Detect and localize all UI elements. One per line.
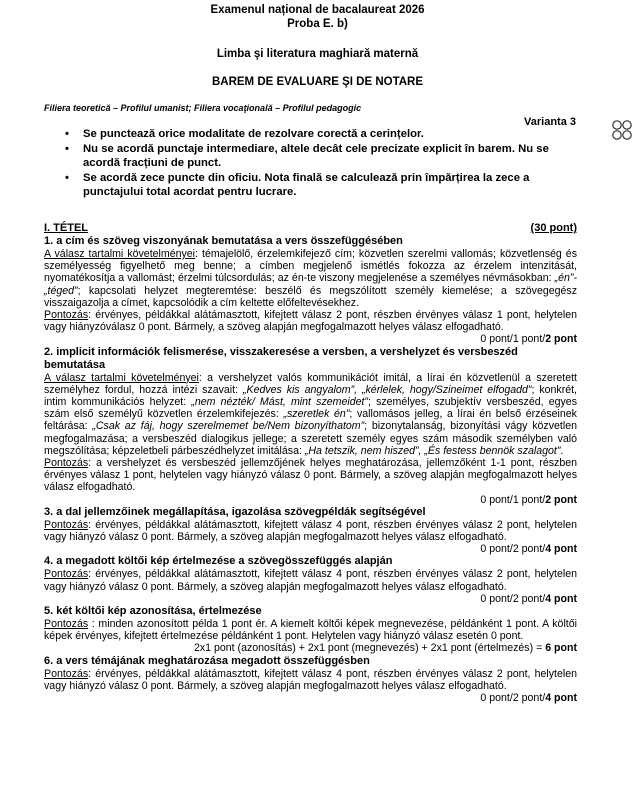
task-5-score: 2x1 pont (azonosítás) + 2x1 pont (megnevezés) + 2x1 pont (értelmezés) = 6 pont: [193, 642, 577, 655]
task-1-title: 1. a cím és szöveg viszonyának bemutatása a vers összefüggésében: [44, 235, 403, 247]
subject-title: Limba şi literatura maghiară maternă: [216, 48, 419, 60]
task-4-score: 0 pont/2 pont/4 pont: [480, 592, 577, 605]
bullet-icon: •: [65, 172, 69, 184]
task-1-scoring: Pontozás: érvényes, példákkal alátámasztott, kifejtett válasz 2 pont, részben érvényes válasz 1 pont, helytelen vagy hiányzóválasz 0 pont. Bármely, a szöveg alapján megfogalmazott helyes válasz elfogadható.: [44, 309, 577, 334]
main-content: [44, 221, 577, 704]
task-2-scoring: Pontozás: a vershelyzet és versbeszéd jellemzőjének helyes meghatározása, jellemzőként 1-1 pont, részben érvényes válasz 1 pont, helytelen vagy hiányzó válasz 0 pont. Bármely, a szöveg alapján megfogalmazott helyes válasz elfogadható.: [44, 457, 577, 494]
task-2-score: 0 pont/1 pont/2 pont: [480, 493, 577, 506]
section-heading: [44, 221, 577, 235]
task-6-score: 0 pont/2 pont/4 pont: [480, 692, 577, 705]
filiera-line: Filiera teoretică – Profilul umanist; Filiera vocaţională – Profilul pedagogic: [44, 103, 362, 113]
exam-title: Examenul național de bacalaureat 2026: [210, 4, 425, 16]
rule-item: • Se acordă zece puncte din oficiu. Nota finală se calculează prin împărțirea la zece a punctajului total acordat pentru lucrare.: [65, 172, 530, 198]
rule-item: • Se punctează orice modalitate de rezolvare corectă a cerințelor.: [65, 128, 424, 140]
task-5-title: 5. két költői kép azonosítása, értelmezése: [44, 605, 262, 618]
bullet-icon: •: [65, 143, 69, 155]
rule-item: • Nu se acordă punctaje intermediare, altele decât cele precizate explicit în barem. Nu se acordă fracțiuni de punct.: [65, 143, 549, 169]
task-1-score: 0 pont/1 pont/2 pont: [480, 333, 577, 346]
section-points: (30 pont): [530, 222, 577, 234]
flower-icon[interactable]: [610, 118, 634, 142]
task-1-requirements: A válasz tartalmi követelményei: témajelölő, érzelemkifejező cím; közvetlen szerelmi vallomás; közvetlenség és személyesség figyelhető meg benne; a címben megjelenő ismétlés fokozza az érzelem intenzitását, nyomatékosítja a vallomást; érzelmi túlcsordulás; az én-te viszony megjelenése a személyes névmásokban: „én”-„téged”; kapcsolati helyzet megteremtése: beszélő és megszólított személy kiemelése; a szövegegész visszaigazolja a címet, kapcsolódik a cím keltette előfeltevésekhez.: [44, 248, 577, 309]
task-3-score: 0 pont/2 pont/4 pont: [480, 543, 577, 556]
section-title: I. TÉTEL: [44, 222, 88, 234]
task-3-title: 3. a dal jellemzőinek megállapítása, igazolása szövegpéldák segítségével: [44, 505, 426, 518]
task-4-title: 4. a megadott költői kép értelmezése a szövegösszefüggés alapján: [44, 555, 393, 568]
task-6-scoring: Pontozás: érvényes, példákkal alátámasztott, kifejtett válasz 4 pont, részben érvényes válasz 2 pont, helytelen vagy hiányzó válasz 0 pont. Bármely, a szöveg alapján megfogalmazott helyes válasz elfogadható.: [44, 667, 577, 692]
exam-subtitle: Proba E. b): [287, 18, 348, 30]
bullet-icon: •: [65, 128, 69, 140]
general-rules: [60, 127, 580, 200]
varianta-label: Varianta 3: [524, 116, 576, 128]
task-6-title: 6. a vers témájának meghatározása megadott összefüggésben: [44, 654, 370, 667]
task-2-requirements: A válasz tartalmi követelményei: a vershelyzet valós kommunikációt imitál, a lírai én közvetlenül a szeretett személyhez fordul, hozzá intézi szavait: „Kedves kis angyalom”, „kérlelek, hogy/Szineimet elfogadd”; konkrét, intim kommunikációs helyzet: „nem nézték/ Mást, mint szemeidet”; személyes, szubjektív versbeszéd, egyes szám első személyű közvetlen érzelemkifejezés: „szeretlek én”; vallomásos jelleg, a lírai én belső érzéseinek feltárása: „Csak az fáj, hogy szerelmemet be/Nem bizonyíthatom”; bizonytalanság, bizonyítási vágy közvetlen megfogalmazása; a versbeszéd dialogikus jellege; a szeretett személy egyes szám második személyben való megszólítása; képzeletbeli párbeszédhelyzet imitálása: „Ha tetszik, nem hiszed”, „És festess bennök szalagot”.: [44, 371, 577, 457]
task-2-title: 2. implicit információk felismerése, visszakeresése a versben, a vershelyzet és versbeszéd bemutatása: [44, 345, 518, 371]
task-3-scoring: Pontozás: érvényes, példákkal alátámasztott, kifejtett válasz 4 pont, részben érvényes válasz 2 pont, helytelen vagy hiányzó válasz 0 pont. Bármely, a szöveg alapján megfogalmazott helyes válasz elfogadható.: [44, 518, 577, 544]
barem-title: BAREM DE EVALUARE ŞI DE NOTARE: [211, 76, 424, 88]
task-4-scoring: Pontozás: érvényes, példákkal alátámasztott, kifejtett válasz 4 pont, részben érvényes válasz 2 pont, helytelen vagy hiányzó válasz 0 pont. Bármely, a szöveg alapján megfogalmazott helyes válasz elfogadható.: [44, 568, 577, 593]
task-5-scoring: Pontozás : minden azonosított példa 1 pont ér. A kiemelt költői képek megnevezése, példánként 1 pont. A költői képek érvényes, kifejtett értelmezése példánként 1 pont. Helytelen vagy hiányzó válasz esetén 0 pont.: [44, 618, 577, 643]
